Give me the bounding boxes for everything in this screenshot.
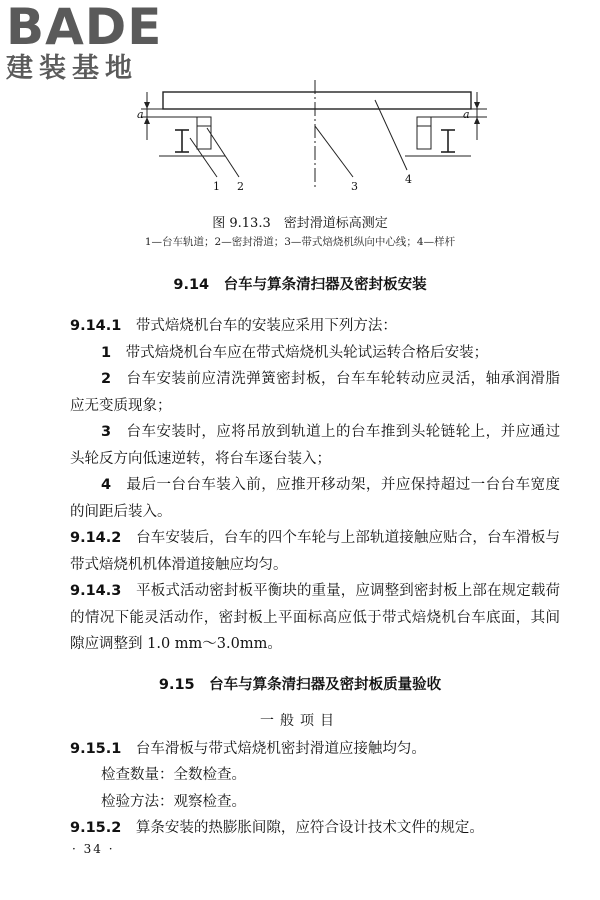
clause-9-15-2 [70,815,560,842]
callout-3: 3 [351,180,358,193]
figure-diagram [135,78,495,208]
item-9-14-1-2 [70,366,560,419]
callout-4: 4 [405,173,412,186]
section-heading-9-15: 9.15 台车与算条清扫器及密封板质量验收 [158,677,442,693]
clause-text: 台车安装后，台车的四个车轮与上部轨道接触应贴合，台车滑板与带式焙烧机机体滑道接触应均匀。 [70,530,560,573]
clause-9-14-3 [70,578,560,658]
clause-9-14-2 [70,525,560,578]
item-number: 4 [101,477,112,493]
clause-number: 9.14.1 [70,318,122,334]
left-slideway [197,117,211,149]
left-rail [175,130,189,152]
clause-text: 平板式活动密封板平衡块的重量，应调整到密封板上部在规定载荷的情况下能灵活动作，密封板上平面标高应低于带式焙烧机台车底面，其间隙应调整到 1.0 mm～3.0mm。 [70,583,560,652]
item-9-14-1-3 [70,419,560,472]
page-number: · 34 · [72,842,115,856]
clause-number: 9.14.3 [70,583,122,599]
subheading-general-items: 一般项目 [260,713,340,729]
section-heading-9-14: 9.14 台车与算条清扫器及密封板安装 [173,277,427,293]
check-quantity: 检查数量：全数检查。 [101,767,246,783]
clause-text: 台车滑板与带式焙烧机密封滑道应接触均匀。 [121,741,426,757]
clause-text: 算条安装的热膨胀间隙，应符合设计技术文件的规定。 [121,820,484,836]
logo-tagline: 建装基地 [6,53,138,84]
clause-9-15-1 [70,736,560,763]
callout-2: 2 [237,180,244,193]
item-text: 台车安装时，应将吊放到轨道上的台车推到头轮链轮上，并应通过头轮反方向低速逆转，将台车逐台装入； [70,424,560,467]
item-text: 带式焙烧机台车应在带式焙烧机头轮试运转合格后安装； [111,345,489,361]
item-9-14-1-4 [70,472,560,525]
clause-9-14-1 [70,313,560,340]
dim-label-right: a [463,108,470,121]
clause-number: 9.15.1 [70,741,122,757]
logo-brand: BADE [6,0,163,56]
clause-text: 带式焙烧机台车的安装应采用下列方法： [121,318,397,334]
item-number: 2 [101,371,112,387]
dim-label-left: a [137,108,144,121]
clause-number: 9.15.2 [70,820,122,836]
check-method: 检验方法：观察检查。 [101,794,246,810]
item-text: 最后一台台车装入前，应推开移动架，并应保持超过一台台车宽度的间距后装入。 [70,477,560,520]
item-number: 3 [101,424,112,440]
callout-1: 1 [213,180,220,193]
item-number: 1 [101,345,112,361]
right-slideway [417,117,431,149]
sample-bar [163,92,471,109]
site-logo [6,2,176,84]
figure-caption: 图 9.13.3 密封滑道标高测定 [212,216,388,231]
item-9-14-1-1 [70,340,560,367]
clause-number: 9.14.2 [70,530,122,546]
right-rail [441,130,455,152]
item-text: 台车安装前应清洗弹簧密封板，台车车轮转动应灵活，轴承润滑脂应无变质现象； [70,371,560,414]
figure-legend: 1—台车轨道；2—密封滑道；3—带式焙烧机纵向中心线；4—样杆 [144,236,456,248]
